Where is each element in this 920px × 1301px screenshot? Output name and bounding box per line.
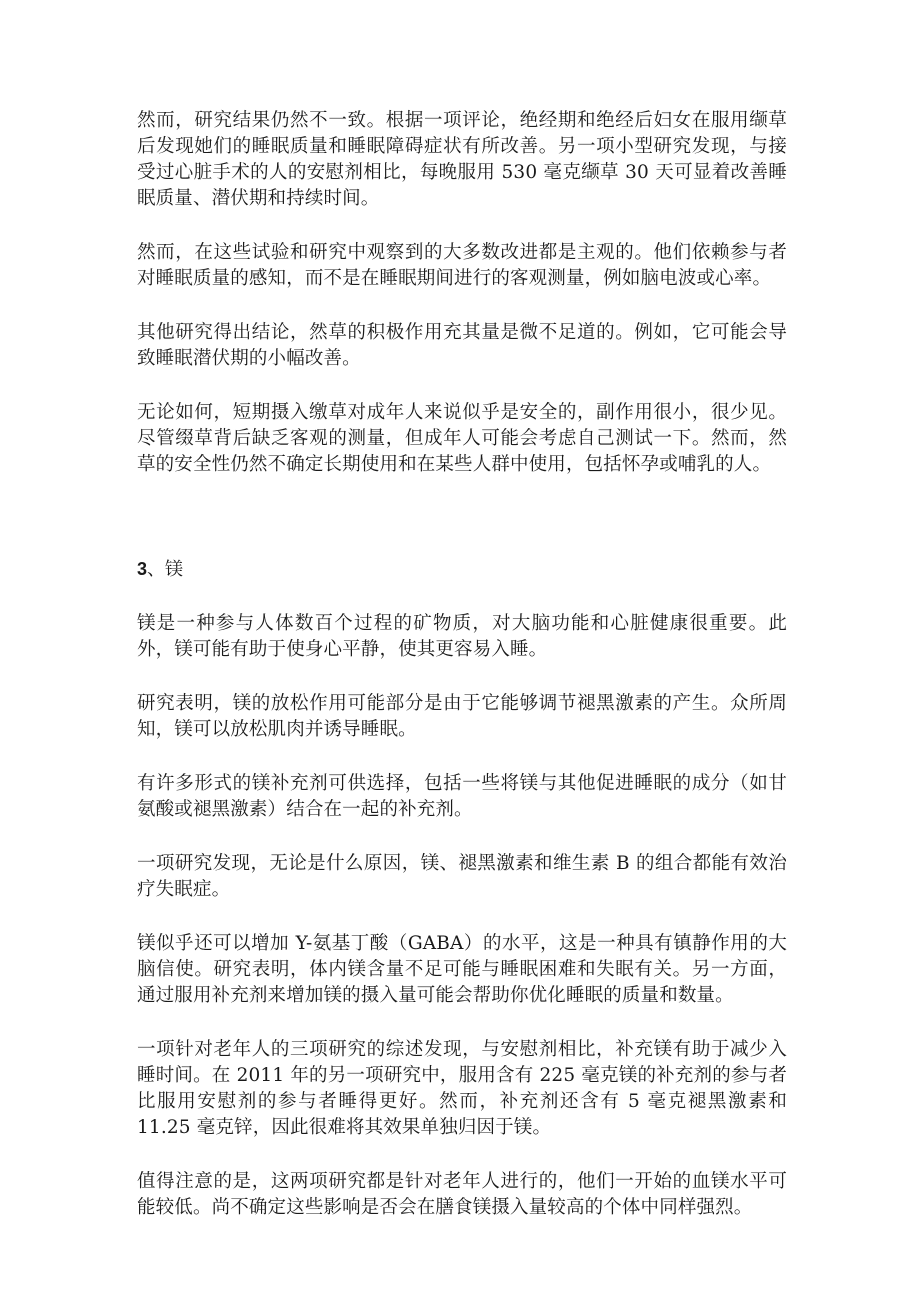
section-title: 镁 [165,559,184,580]
paragraph: 然而，在这些试验和研究中观察到的大多数改进都是主观的。他们依赖参与者对睡眠质量的感知，而不是在睡眠期间进行的客观测量，例如脑电波或心率。 [137,242,787,289]
paragraph: 然而，研究结果仍然不一致。根据一项评论，绝经期和绝经后妇女在服用缬草后发现她们的睡眠质量和睡眠障碍症状有所改善。另一项小型研究发现，与接受过心脏手术的人的安慰剂相比，每晚服用 530 毫克缬草 30 天可显着改善睡眠质量、潜伏期和持续时间。 [137,110,787,209]
section-separator: 、 [147,559,166,580]
paragraph: 一项针对老年人的三项研究的综述发现，与安慰剂相比，补充镁有助于减少入睡时间。在 2011 年的另一项研究中，服用含有 225 毫克镁的补充剂的参与者比服用安慰剂的参与者睡得更好。然而，补充剂还含有 5 毫克褪黑激素和 11.25 毫克锌，因此很难将其效果单独归因于镁。 [137,1039,787,1138]
paragraph: 其他研究得出结论，然草的积极作用充其量是微不足道的。例如，它可能会导致睡眠潜伏期的小幅改善。 [137,322,787,369]
paragraph: 镁似乎还可以增加 Y-氨基丁酸（GABA）的水平，这是一种具有镇静作用的大脑信使。研究表明，体内镁含量不足可能与睡眠困难和失眠有关。另一方面，通过服用补充剂来增加镁的摄入量可能会帮助你优化睡眠的质量和数量。 [137,933,787,1006]
paragraph: 无论如何，短期摄入缴草对成年人来说似乎是安全的，副作用很小，很少见。尽管缀草背后缺乏客观的测量，但成年人可能会考虑自己测试一下。然而，然草的安全性仍然不确定长期使用和在某些人群中使用，包括怀孕或哺乳的人。 [137,402,787,475]
section-heading [137,556,787,583]
document-page [137,108,787,1221]
paragraph: 一项研究发现，无论是什么原因，镁、褪黑激素和维生素 B 的组合都能有效治疗失眠症。 [137,853,787,900]
section-number: 3 [137,559,148,579]
paragraph: 有许多形式的镁补充剂可供选择，包括一些将镁与其他促进睡眠的成分（如甘氨酸或褪黑激素）结合在一起的补充剂。 [137,773,787,820]
paragraph: 值得注意的是，这两项研究都是针对老年人进行的，他们一开始的血镁水平可能较低。尚不确定这些影响是否会在膳食镁摄入量较高的个体中同样强烈。 [137,1171,787,1218]
paragraph: 研究表明，镁的放松作用可能部分是由于它能够调节褪黑激素的产生。众所周知，镁可以放松肌肉并诱导睡眠。 [137,693,787,740]
paragraph: 镁是一种参与人体数百个过程的矿物质，对大脑功能和心脏健康很重要。此外，镁可能有助于使身心平静，使其更容易入睡。 [137,613,787,660]
